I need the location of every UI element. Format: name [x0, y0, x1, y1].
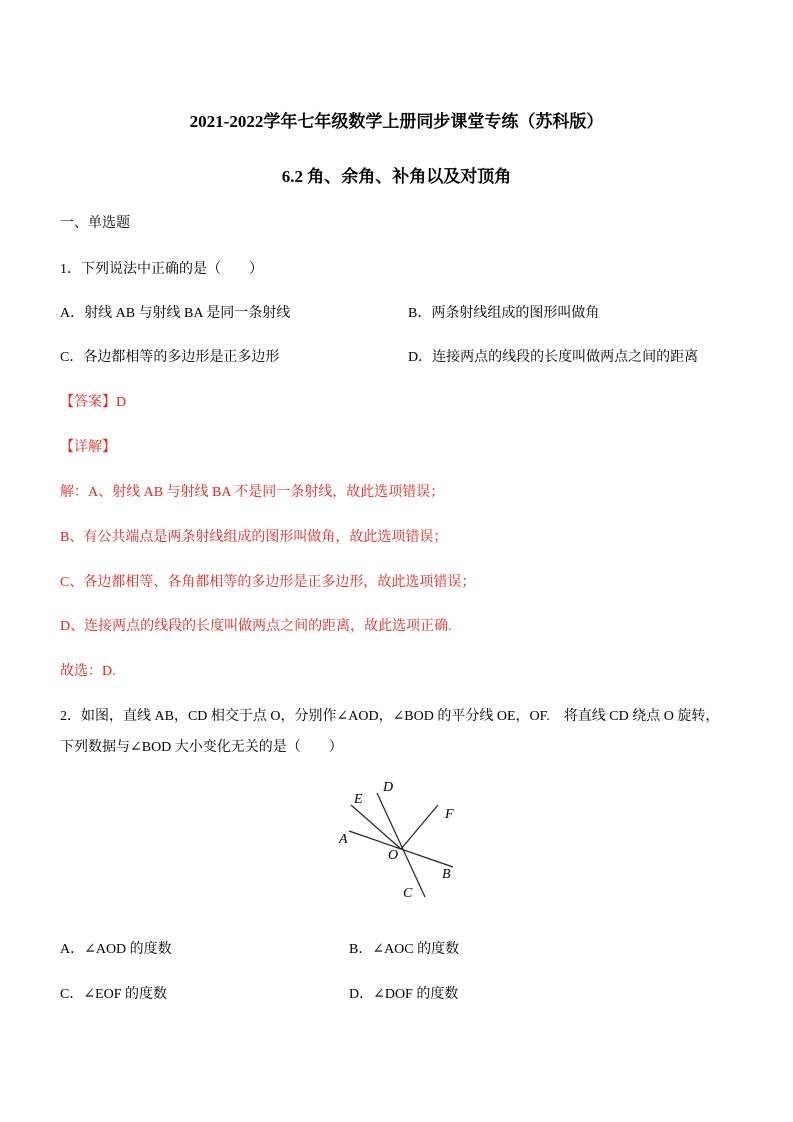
- q1-stem: 1．下列说法中正确的是（ ）: [60, 262, 263, 277]
- q2-stem-line2: 下列数据与∠BOD 大小变化无关的是（ ）: [60, 740, 343, 755]
- q1-option-a: A．射线 AB 与射线 BA 是同一条射线: [60, 306, 291, 321]
- ray-of: [401, 805, 438, 849]
- q1-option-d: D．连接两点的线段的长度叫做两点之间的距离: [408, 350, 699, 365]
- q2-option-d: D．∠DOF 的度数: [349, 987, 459, 1002]
- label-c: C: [403, 886, 413, 901]
- ray-oe: [351, 805, 401, 849]
- q1-detail-label: 【详解】: [60, 440, 116, 455]
- document-title: 2021-2022学年七年级数学上册同步课堂专练（苏科版）: [189, 112, 604, 131]
- section-title: 6.2 角、余角、补角以及对顶角: [281, 167, 512, 186]
- q2-option-c: C．∠EOF 的度数: [60, 987, 168, 1002]
- q1-answer: 【答案】D: [60, 395, 127, 410]
- q1-explanation-line: 解：A、射线 AB 与射线 BA 不是同一条射线，故此选项错误；: [60, 485, 445, 500]
- q1-explanation-line: C、各边都相等、各角都相等的多边形是正多边形，故此选项错误；: [60, 575, 476, 590]
- q1-explanation-line: D、连接两点的线段的长度叫做两点之间的距离，故此选项正确.: [60, 619, 452, 634]
- q1-explanation-line: B、有公共端点是两条射线组成的图形叫做角，故此选项错误；: [60, 530, 448, 545]
- label-d: D: [383, 780, 394, 795]
- q2-stem-line1: 2．如图，直线 AB，CD 相交于点 O，分别作∠AOD，∠BOD 的平分线 OE，OF. 将直线 CD 绕点 O 旋转，: [60, 709, 720, 724]
- label-a: A: [339, 832, 348, 847]
- label-b: B: [442, 867, 451, 882]
- q1-option-b: B．两条射线组成的图形叫做角: [408, 306, 600, 321]
- q2-option-b: B．∠AOC 的度数: [349, 942, 460, 957]
- q1-explanation-line: 故选：D.: [60, 664, 116, 679]
- q1-option-c: C．各边都相等的多边形是正多边形: [60, 350, 280, 365]
- line-cd: [377, 793, 425, 897]
- section-heading: 一、单选题: [60, 216, 130, 231]
- label-o: O: [388, 848, 399, 863]
- q2-option-a: A．∠AOD 的度数: [60, 942, 172, 957]
- label-e: E: [354, 792, 363, 807]
- label-f: F: [445, 807, 454, 822]
